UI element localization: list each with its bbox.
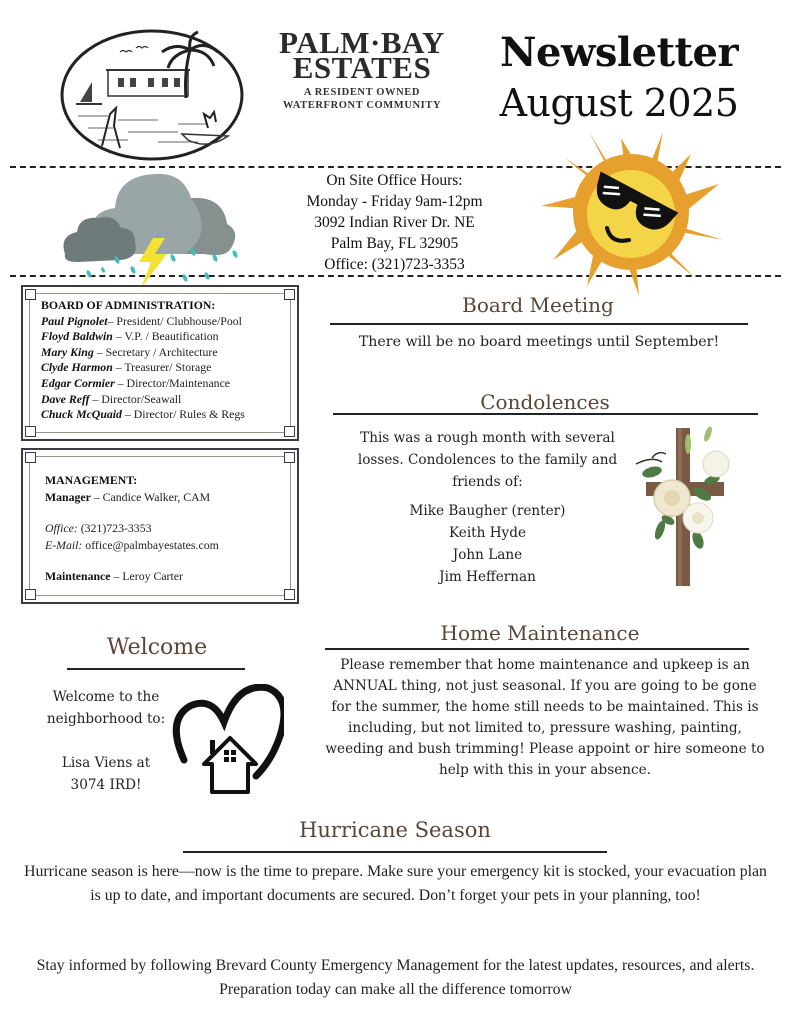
office-hours-days: Monday - Friday 9am-12pm (306, 193, 483, 210)
storm-cloud-icon (55, 162, 245, 292)
board-member: Dave Reff – Director/Seawall (41, 391, 182, 406)
condolence-name: Mike Baugher (renter) (409, 503, 566, 519)
brand-tagline-2: WATERFRONT COMMUNITY (282, 100, 442, 111)
home-maintenance-text: Please remember that home maintenance and upkeep is an ANNUAL thing, not just seasonal. If you are going to be gone for the summer, the home still needs to be maintained. This is including, but not limited to, pressure washing, painting, weeding and bush trimming! Please appoint or hire someone to help with this in your absence. (325, 657, 765, 778)
email-line: E-Mail: office@palmbayestates.com (45, 537, 219, 552)
email-link[interactable]: office@palmbayestates.com (82, 537, 219, 552)
manager-line: Manager – Candice Walker, CAM (45, 489, 211, 504)
board-member: Edgar Cormier – Director/Maintenance (41, 375, 231, 390)
issue-date: August 2025 (499, 81, 739, 125)
office-address-city: Palm Bay, FL 32905 (330, 235, 459, 252)
floral-cross-illustration (632, 420, 732, 588)
heart-house-icon (172, 684, 284, 796)
welcome-title: Welcome (106, 635, 208, 660)
board-of-administration-box (21, 285, 299, 441)
brand-name-line1: PALM·BAY (279, 25, 445, 60)
condolences-intro: This was a rough month with several losses. Condolences to the family and friends of: (357, 430, 618, 490)
maintenance-line: Maintenance – Leroy Carter (45, 569, 183, 583)
management-box (21, 448, 299, 604)
board-member: Paul Pignolet– President/ Clubhouse/Pool (41, 313, 242, 328)
home-maintenance-rule (325, 648, 749, 650)
condolences-rule (333, 413, 758, 415)
office-phone-line: Office: (321)723-3353 (45, 521, 152, 535)
welcome-resident: Lisa Viens at 3074 IRD! (61, 755, 151, 793)
board-member: Mary King – Secretary / Architecture (41, 344, 218, 359)
board-member: Floyd Baldwin – V.P. / Beautification (41, 329, 219, 344)
waterfront-scene-icon (58, 28, 246, 162)
sun-illustration (535, 128, 727, 296)
board-meeting-text: There will be no board meetings until September! (358, 334, 720, 350)
hurricane-rule (183, 851, 607, 853)
condolence-name: Keith Hyde (448, 525, 526, 541)
condolence-name: Jim Heffernan (439, 569, 536, 585)
sun-with-sunglasses-icon (535, 128, 727, 296)
home-maintenance-title: Home Maintenance (440, 621, 640, 645)
brand-block (262, 25, 462, 112)
floral-cross-icon (632, 420, 732, 588)
welcome-rule (67, 668, 245, 670)
board-member: Clyde Harmon – Treasurer/ Storage (41, 360, 212, 375)
condolences-names (350, 500, 625, 588)
office-phone: Office: (321)723-3353 (324, 256, 465, 273)
condolences-title: Condolences (480, 390, 610, 414)
board-meeting-title: Board Meeting (462, 293, 614, 317)
board-member: Chuck McQuaid – Director/ Rules & Regs (41, 407, 245, 422)
hurricane-paragraph-1: Hurricane season is here—now is the time to prepare. Make sure your emergency kit is stocked, your evacuation plan is up to date, and important documents are secured. Don’t forget your pets in your planning, too! (24, 863, 767, 904)
board-meeting-rule (330, 323, 748, 325)
brand-name-line2: ESTATES (292, 50, 432, 85)
management-heading: MANAGEMENT: (45, 473, 138, 487)
storm-cloud-illustration (55, 162, 245, 292)
newsletter-title-block (484, 28, 754, 128)
board-heading: BOARD OF ADMINISTRATION: (41, 298, 216, 312)
hurricane-title: Hurricane Season (299, 818, 491, 842)
community-logo (58, 28, 246, 162)
office-hours-block (262, 170, 527, 275)
brand-tagline-1: A RESIDENT OWNED (303, 87, 421, 98)
heart-home-illustration (172, 684, 284, 796)
welcome-intro: Welcome to the neighborhood to: (46, 689, 166, 727)
office-address-street: 3092 Indian River Dr. NE (314, 214, 475, 231)
hurricane-paragraph-2: Stay informed by following Brevard County Emergency Management for the latest updates, resources, and alerts. Preparation today can make all the difference tomorrow (36, 957, 755, 998)
newsletter-title: Newsletter (499, 29, 739, 76)
office-hours-heading: On Site Office Hours: (326, 172, 463, 189)
condolence-name: John Lane (452, 547, 523, 563)
